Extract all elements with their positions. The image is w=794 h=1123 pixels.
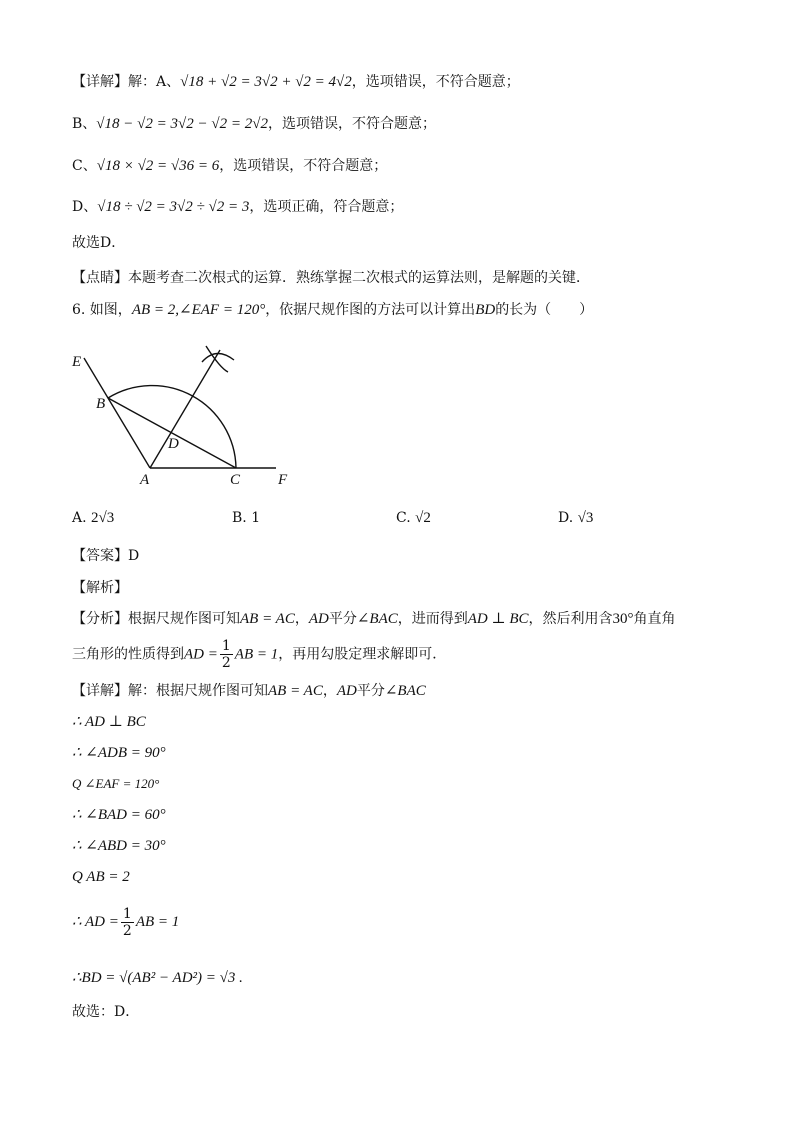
option-c-value: √2 (415, 510, 431, 526)
detail2-tag: 【详解】 (72, 683, 128, 699)
step-8: ∴BD = √(AB² − AD²) = √3 . (72, 970, 243, 986)
label-a: A (140, 472, 150, 488)
question-bd: BD (475, 302, 496, 318)
detail-math-3: ∠BAC (384, 683, 426, 699)
line-c-tail: ，选项错误，不符合题意； (219, 158, 388, 174)
label-e: E (72, 354, 82, 370)
option-b-label: B. 1 (232, 510, 261, 526)
option-a-value: 2√3 (91, 510, 115, 526)
fenxi-text-2: ， (294, 611, 309, 627)
line-a-prefix: 解：A、 (128, 74, 181, 90)
fenxi-text-5: ，然后利用含 (528, 611, 613, 627)
detail-text-1: 解：根据尺规作图可知 (128, 683, 268, 699)
line-a-tail: ，选项错误，不符合题意； (351, 74, 520, 90)
line-d-prefix: D、 (72, 199, 98, 215)
construction-arc-1 (202, 353, 234, 362)
fenxi-text-6: 角直角 (633, 611, 676, 627)
geometry-figure (64, 342, 304, 492)
analysis-tag: 【解析】 (72, 580, 128, 596)
detail-tag: 【详解】 (72, 74, 128, 90)
label-f: F (278, 472, 288, 488)
label-b: B (96, 396, 106, 412)
label-d: D (168, 436, 179, 452)
step-9: 故选：D． (72, 1004, 140, 1020)
step-7-fraction (121, 906, 134, 939)
fenxi-fraction (220, 638, 233, 671)
line-b-tail: ，选项错误，不符合题意； (267, 116, 436, 132)
step-4: ∴ ∠BAD = 60° (72, 807, 166, 823)
step-2: ∴ ∠ADB = 90° (72, 745, 166, 761)
solution-line-b (72, 114, 436, 134)
fenxi-frac-den: 2 (221, 655, 231, 671)
question-text: ，依据尺规作图的方法可以计算出 (265, 302, 476, 318)
option-c-label: C. (396, 510, 411, 526)
option-a-label: A. (72, 510, 87, 526)
choose-line: 故选D． (72, 235, 126, 251)
comment-text: 本题考查二次根式的运算．熟练掌握二次根式的运算法则，是解题的关键． (128, 270, 590, 286)
detail-text-3: 平分 (356, 683, 385, 699)
arc-bc (108, 386, 236, 468)
ray-ae (84, 358, 150, 468)
option-b (232, 508, 260, 528)
solution-line-c (72, 156, 387, 176)
step-7-den: 2 (122, 922, 132, 939)
option-c (396, 508, 431, 528)
answer-line (72, 546, 139, 566)
segment-bc (108, 398, 236, 468)
line-b-math: √18 − √2 = 3√2 − √2 = 2√2 (96, 116, 268, 132)
fenxi-math-2: AD (308, 611, 329, 627)
line-d-tail: ，选项正确，符合题意； (249, 199, 404, 215)
step-5: ∴ ∠ABD = 30° (72, 838, 166, 854)
detail-line-1 (72, 681, 426, 701)
question-6 (72, 300, 593, 320)
fenxi-text-7: 三角形的性质得到 (72, 646, 184, 663)
fenxi-math-6: AD = (184, 646, 218, 663)
step-1: ∴ AD ⊥ BC (72, 714, 146, 730)
solution-line-a (72, 72, 520, 92)
fenxi-line-2 (72, 638, 446, 671)
fenxi-math-5: 30° (612, 611, 634, 627)
detail-math-1: AB = AC (268, 683, 323, 699)
option-a (72, 508, 114, 528)
fenxi-line-1 (72, 609, 676, 629)
line-d-math: √18 ÷ √2 = 3√2 ÷ √2 = 3 (97, 199, 250, 215)
fenxi-frac-num: 1 (221, 638, 231, 654)
fenxi-tag: 【分析】 (72, 611, 128, 627)
line-a-math: √18 + √2 = 3√2 + √2 = 4√2 (180, 74, 352, 90)
comment-tag: 【点睛】 (72, 270, 128, 286)
line-c-math: √18 × √2 = √36 = 6 (96, 158, 220, 174)
fenxi-text-4: ，进而得到 (397, 611, 468, 627)
step-3: Q ∠EAF = 120° (72, 776, 160, 791)
step-7-pre: ∴ AD = (72, 914, 119, 930)
fenxi-math-1: AB = AC (240, 611, 295, 627)
option-d-value: √3 (577, 510, 594, 526)
fenxi-math-3: ∠BAC (356, 611, 398, 627)
detail-text-2: ， (322, 683, 337, 699)
fenxi-math-4: AD ⊥ BC (467, 611, 529, 627)
step-7 (72, 902, 179, 942)
step-6: Q AB = 2 (72, 869, 130, 885)
solution-line-d (72, 197, 403, 217)
fenxi-text-3: 平分 (328, 611, 357, 627)
question-number: 6. 如图， (72, 302, 132, 318)
line-c-prefix: C、 (72, 158, 97, 174)
fenxi-math-7: AB = 1 (234, 646, 279, 663)
option-d (558, 508, 593, 528)
fenxi-text-8: ，再用勾股定理求解即可． (278, 646, 447, 663)
comment-line (72, 268, 590, 288)
step-7-num: 1 (122, 905, 132, 922)
step-7-post: AB = 1 (135, 914, 180, 930)
fenxi-text-1: 根据尺规作图可知 (128, 611, 240, 627)
answer-tag: 【答案】 (72, 548, 128, 564)
detail-math-2: AD (336, 683, 357, 699)
label-c: C (230, 472, 241, 488)
question-tail: 的长为（ ） (495, 302, 594, 318)
line-b-prefix: B、 (72, 116, 97, 132)
option-d-label: D. (558, 510, 574, 526)
answer-value: D (128, 548, 140, 564)
question-math: AB = 2,∠EAF = 120° (131, 302, 266, 318)
